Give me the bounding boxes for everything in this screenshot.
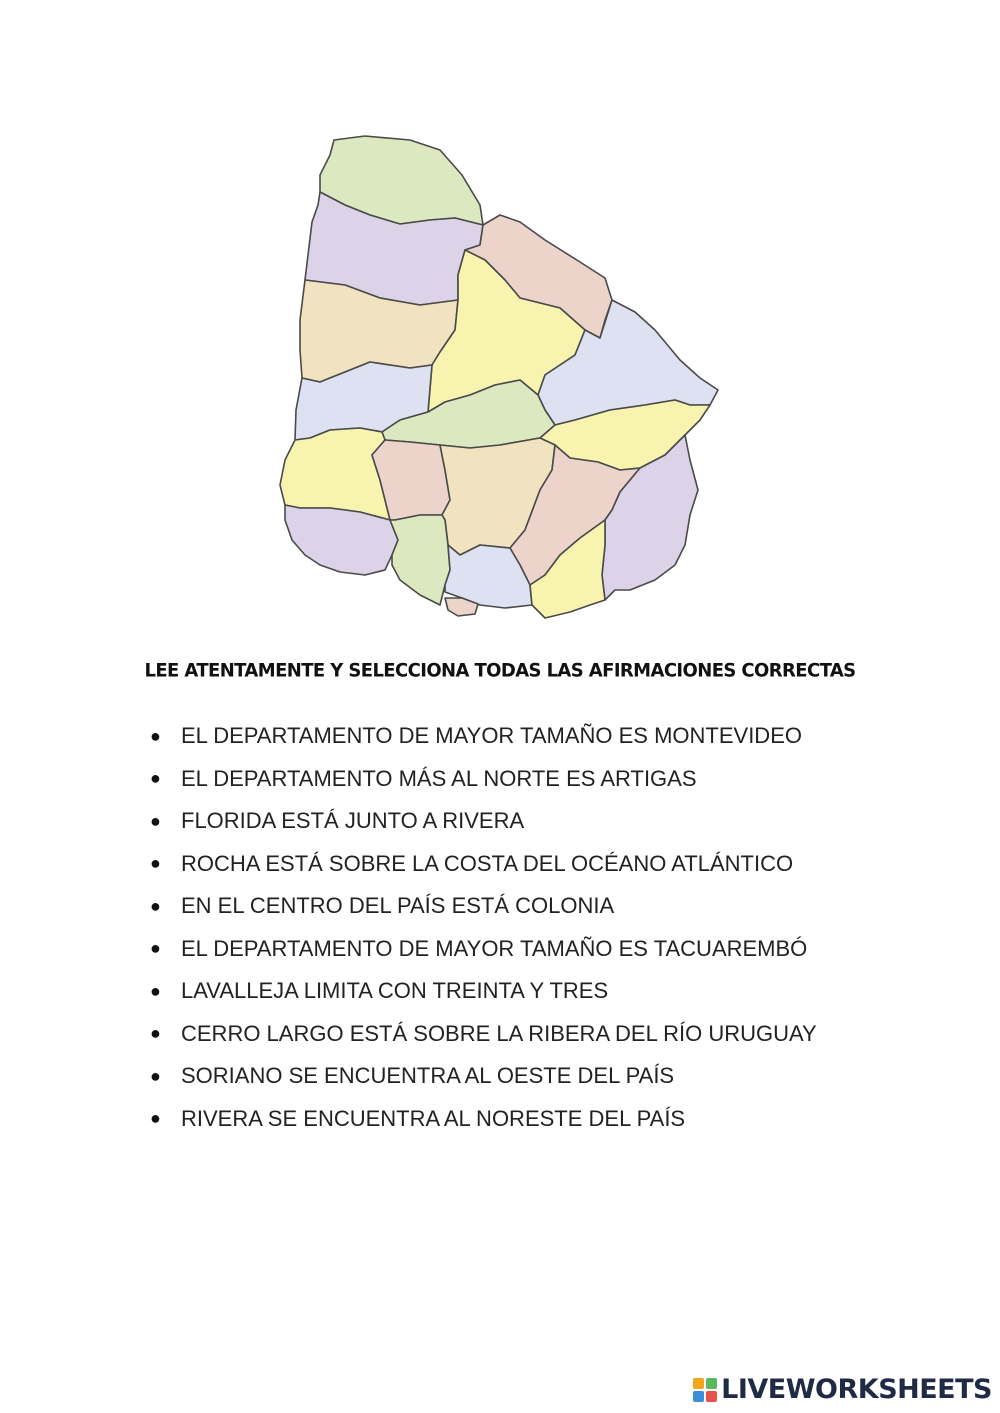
statement-text: EL DEPARTAMENTO DE MAYOR TAMAÑO ES MONTEVIDEO: [181, 723, 802, 749]
liveworksheets-logo: [693, 1374, 992, 1405]
statement-text: FLORIDA ESTÁ JUNTO A RIVERA: [181, 808, 525, 834]
bullet-icon: ●: [150, 725, 161, 746]
statement-text: EL DEPARTAMENTO MÁS AL NORTE ES ARTIGAS: [181, 765, 697, 791]
bullet-icon: ●: [150, 810, 161, 831]
logo-cell-icon: [706, 1378, 717, 1389]
uruguay-map: [270, 130, 730, 630]
instruction-title: LEE ATENTAMENTE Y SELECCIONA TODAS LAS AFIRMACIONES CORRECTAS: [144, 659, 856, 682]
statement-text: LAVALLEJA LIMITA CON TREINTA Y TRES: [181, 978, 609, 1004]
bullet-icon: ●: [150, 1108, 161, 1129]
statement-item[interactable]: [150, 1098, 817, 1141]
statement-item[interactable]: [150, 885, 817, 928]
region-soriano: [280, 428, 390, 520]
statement-text: EL DEPARTAMENTO DE MAYOR TAMAÑO ES TACUAREMBÓ: [181, 935, 808, 961]
statement-item[interactable]: [150, 928, 817, 971]
statement-item[interactable]: [150, 758, 817, 801]
logo-grid-icon: [693, 1378, 717, 1402]
bullet-icon: ●: [150, 980, 161, 1001]
statement-item[interactable]: [150, 800, 817, 843]
statement-item[interactable]: [150, 1055, 817, 1098]
statements-list: [150, 715, 817, 1140]
statement-item[interactable]: [150, 1013, 817, 1056]
bullet-icon: ●: [150, 895, 161, 916]
statement-text: ROCHA ESTÁ SOBRE LA COSTA DEL OCÉANO ATLÁNTICO: [181, 850, 794, 876]
bullet-icon: ●: [150, 938, 161, 959]
statement-item[interactable]: [150, 843, 817, 886]
logo-cell-icon: [693, 1391, 704, 1402]
region-san-jose: [390, 515, 450, 605]
statement-text: SORIANO SE ENCUENTRA AL OESTE DEL PAÍS: [181, 1063, 675, 1089]
bullet-icon: ●: [150, 768, 161, 789]
logo-cell-icon: [706, 1391, 717, 1402]
bullet-icon: ●: [150, 1065, 161, 1086]
logo-cell-icon: [693, 1378, 704, 1389]
statement-item[interactable]: [150, 715, 817, 758]
statement-text: EN EL CENTRO DEL PAÍS ESTÁ COLONIA: [181, 893, 615, 919]
bullet-icon: ●: [150, 853, 161, 874]
statement-text: RIVERA SE ENCUENTRA AL NORESTE DEL PAÍS: [181, 1105, 686, 1131]
statement-item[interactable]: [150, 970, 817, 1013]
statement-text: CERRO LARGO ESTÁ SOBRE LA RIBERA DEL RÍO URUGUAY: [181, 1020, 817, 1046]
bullet-icon: ●: [150, 1023, 161, 1044]
logo-text: LIVEWORKSHEETS: [721, 1374, 992, 1405]
uruguay-map-svg: [270, 130, 730, 630]
